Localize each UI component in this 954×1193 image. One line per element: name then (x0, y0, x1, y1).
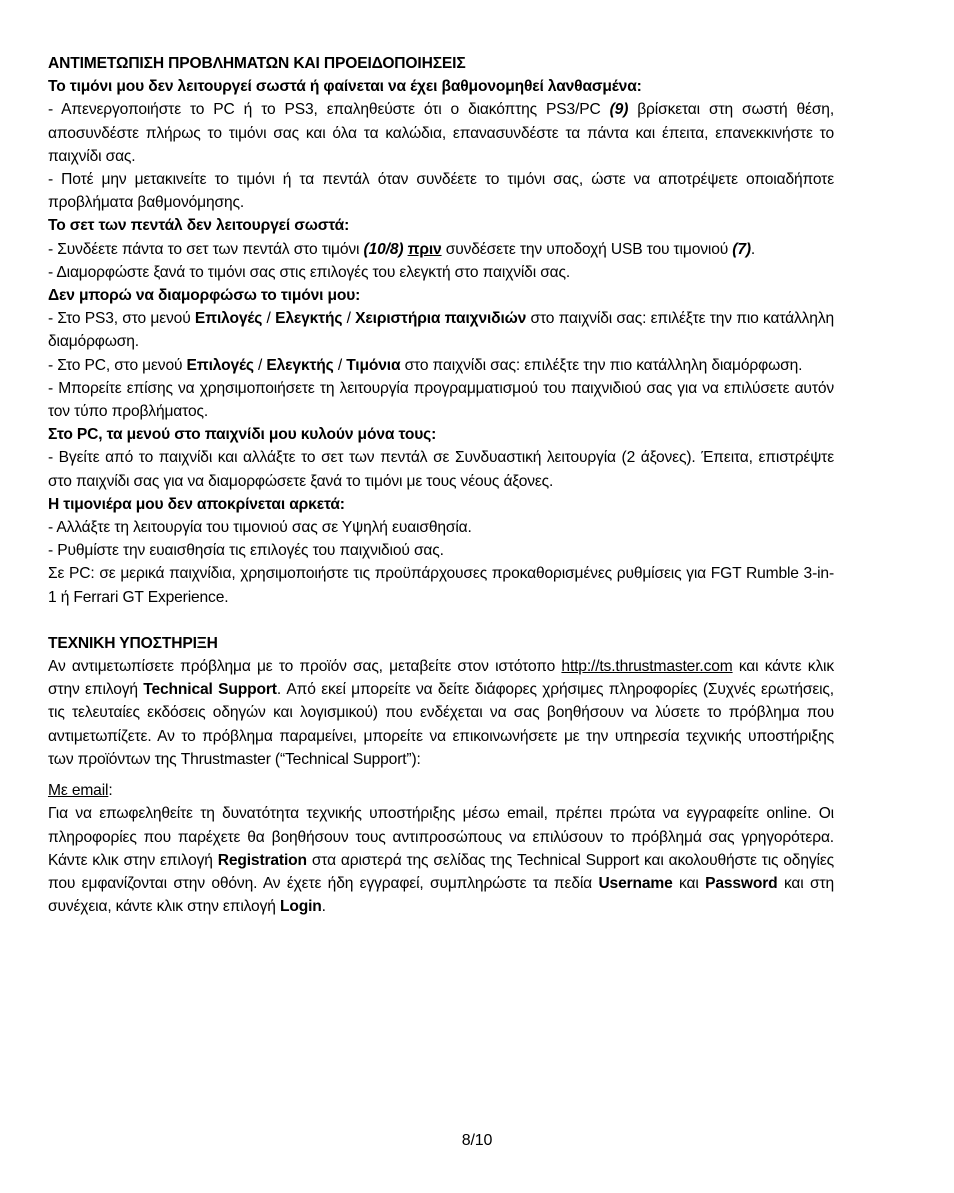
menu-name: Ελεγκτής (266, 356, 334, 374)
step-text: στο παιχνίδι σας: επιλέξτε την πιο κατάλληλη διαμόρφωση. (400, 356, 803, 374)
option-name: Registration (217, 851, 307, 869)
issue-heading-menus-scroll: Στο PC, τα μενού στο παιχνίδι μου κυλούν μόνα τους: (48, 426, 437, 444)
step-text: στο παιχνίδι σας: επιλέξτε την πιο κατάλληλη διαμόρφωση. (48, 310, 834, 351)
step-text: - Στο PC, στο μενού (48, 356, 187, 374)
issue-step: - Ρυθμίστε την ευαισθησία τις επιλογές του παιχνιδιού σας. (48, 542, 444, 560)
section-spacer (48, 609, 834, 632)
email-label (48, 779, 834, 802)
issue-heading-pedals: Το σετ των πεντάλ δεν λειτουργεί σωστά: (48, 217, 350, 235)
menu-name: Ελεγκτής (275, 310, 343, 328)
option-name: Login (279, 898, 322, 916)
option-name: Technical Support (143, 681, 277, 699)
menu-name: Επιλογές (186, 356, 254, 374)
menu-separator: / (333, 356, 347, 374)
step-text: - Στο PS3, στο μενού (48, 310, 195, 328)
issue-step: - Ποτέ μην μετακινείτε το τιμόνι ή τα πεντάλ όταν συνδέετε το τιμόνι σας, ώστε να αποτρέψετε οποιαδήποτε προβλήματα βαθμονόμησης. (48, 171, 834, 212)
issue-step: - Διαμορφώστε ξανά το τιμόνι σας στις επιλογές του ελεγκτή στο παιχνίδι σας. (48, 263, 571, 281)
menu-name: Χειριστήρια παιχνιδιών (355, 310, 527, 328)
body-text: . Από εκεί μπορείτε να δείτε διάφορες χρήσιμες πληροφορίες (Συχνές ερωτήσεις, τις τελευταίες εκδόσεις οδηγών και λογισμικού) που ενδέχεται να σας βοηθήσουν να λύσετε το πρόβλημα που αντιμετωπίζετε. Αν το πρόβλημα παραμείνει, μπορείτε να επικοινωνήσετε με την υπηρεσία τεχνικής υποστήριξης των προϊόντων της Thrustmaster (“Technical Support”): (48, 681, 834, 768)
step-text: - Συνδέετε πάντα το σετ των πεντάλ στο τιμόνι (48, 240, 364, 258)
page-content (48, 52, 834, 918)
menu-separator: / (342, 310, 356, 328)
menu-name: Επιλογές (194, 310, 263, 328)
issue-step: - Μπορείτε επίσης να χρησιμοποιήσετε τη λειτουργία προγραμματισμού του παιχνιδιού σας για να επιλύσετε αυτόν τον τύπο προβλήματος. (48, 379, 834, 421)
issue-heading-calibration: Το τιμόνι μου δεν λειτουργεί σωστά ή φαίνεται να έχει βαθμονομηθεί λανθασμένα: (48, 78, 642, 96)
body-text: . (321, 898, 326, 916)
part-reference: (7) (732, 240, 751, 258)
step-text: - Απενεργοποιήστε το PC ή το PS3, επαληθεύστε ότι ο διακόπτης PS3/PC (48, 101, 610, 119)
field-name: Username (598, 874, 673, 892)
troubleshooting-title: ΑΝΤΙΜΕΤΩΠΙΣΗ ΠΡΟΒΛΗΜΑΤΩΝ ΚΑΙ ΠΡΟΕΙΔΟΠΟΙΗΣΕΙΣ (48, 55, 466, 72)
page-number: 8/10 (461, 1132, 493, 1149)
issue-step (48, 98, 834, 168)
issue-step (48, 354, 834, 377)
issue-step (48, 238, 834, 261)
issue-step: Σε PC: σε μερικά παιχνίδια, χρησιμοποιήστε τις προϋπάρχουσες προκαθορισμένες ρυθμίσεις για FGT Rumble 3-in-1 ή Ferrari GT Experience. (48, 565, 834, 606)
issue-step (48, 307, 834, 353)
body-text: και στη συνέχεια, κάντε κλικ στην επιλογή (48, 874, 834, 916)
paragraph-spacer (48, 771, 834, 779)
part-reference: (10/8) (363, 240, 404, 258)
menu-separator: / (253, 356, 267, 374)
step-text: . (750, 240, 756, 258)
issue-heading-response: Η τιμονιέρα μου δεν αποκρίνεται αρκετά: (48, 495, 345, 513)
issue-step: - Αλλάξτε τη λειτουργία του τιμονιού σας σε Υψηλή ευαισθησία. (48, 519, 472, 537)
body-text: στα αριστερά της σελίδας της Technical Support και ακολουθήστε τις οδηγίες που εμφανίζονται στην οθόνη. Αν έχετε ήδη εγγραφεί, συμπληρώστε τα πεδία (48, 851, 834, 892)
step-text: βρίσκεται στη σωστή θέση, αποσυνδέστε πλήρως το τιμόνι σας και όλα τα καλώδια, επανασυνδέστε τα πάντα και έπειτα, επανεκκινήστε το παιχνίδι σας. (48, 101, 834, 165)
part-reference: (9) (609, 101, 629, 119)
body-text: και (672, 874, 706, 892)
body-text: Για να επωφεληθείτε τη δυνατότητα τεχνικής υποστήριξης μέσω email, πρέπει πρώτα να εγγραφείτε online. Οι πληροφορίες που παρέχετε θα βοηθήσουν τους αντιπροσώπους να επιλύσουν το πρόβλημά σας γρηγορότερα. Κάντε κλικ στην επιλογή (48, 805, 834, 869)
email-paragraph (48, 802, 834, 918)
body-text: Αν αντιμετωπίσετε πρόβλημα με το προϊόν σας, μεταβείτε στον ιστότοπο (48, 658, 562, 676)
emphasis-text: πριν (407, 240, 442, 258)
step-text: συνδέσετε την υποδοχή USB του τιμονιού (441, 240, 733, 258)
field-name: Password (705, 874, 778, 892)
menu-separator: / (262, 310, 276, 328)
issue-step: - Βγείτε από το παιχνίδι και αλλάξτε το σετ των πεντάλ σε Συνδυαστική λειτουργία (2 άξονες). Έπειτα, επιστρέψτε στο παιχνίδι σας για να διαμορφώσετε ξανά το τιμόνι με τους νέους άξονες. (48, 449, 834, 490)
menu-name: Τιμόνια (346, 356, 401, 374)
issue-heading-configure: Δεν μπορώ να διαμορφώσω το τιμόνι μου: (48, 287, 361, 305)
support-paragraph (48, 655, 834, 771)
support-website-link[interactable]: http://ts.thrustmaster.com (561, 658, 733, 676)
email-label-text: Με email (48, 782, 109, 800)
support-title: ΤΕΧΝΙΚΗ ΥΠΟΣΤΗΡΙΞΗ (48, 634, 218, 652)
body-text: και κάντε κλικ στην επιλογή (48, 658, 834, 699)
email-label-colon: : (108, 782, 113, 800)
